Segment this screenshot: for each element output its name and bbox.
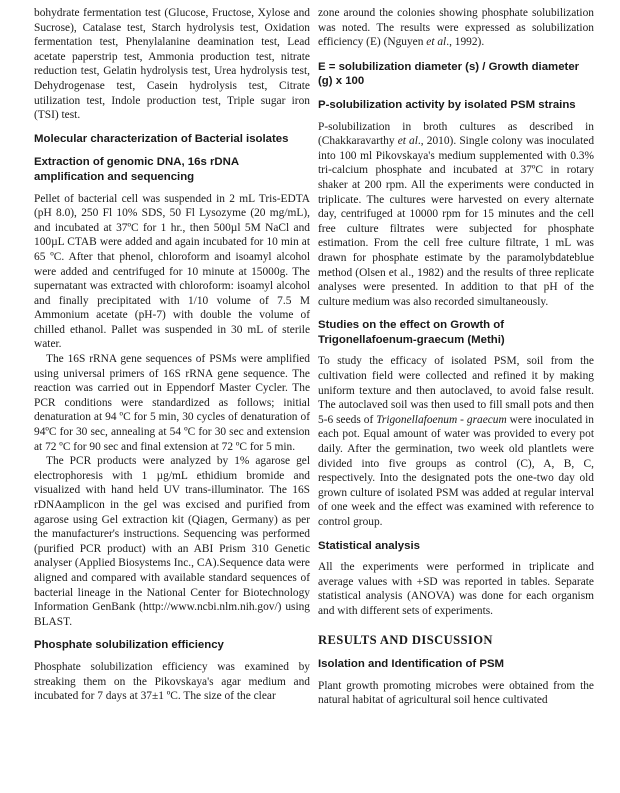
heading-results-discussion: RESULTS AND DISCUSSION <box>318 632 493 647</box>
paragraph-growth-studies: To study the efficacy of isolated PSM, soil from the cultivation field were collected and refined it by making uniform texture and then autoclaved, to avoid false result. The autoclaved soil was then used to fill small pots and then 5-6 seeds of Trigonellafoenum - graecum were inoculated in each pot. Equal amount of water was provided to every pot daily. After the germination, two week old plantlets were divided into five groups as control (C), A, B, C, respectively. Into the designated pots the one-two day old grown culture of isolated PSM was added at regular interval of one week and the effect was examined with reference to control group. <box>318 355 594 528</box>
heading-p-solubilization: P-solubilization activity by isolated PSM strains <box>318 98 576 111</box>
paragraph-phosphate-efficiency: Phosphate solubilization efficiency was examined by streaking them on the Pikovskaya's agar medium and incubated for 7 days at 37±1 ºC. The size of the clear <box>34 660 310 703</box>
paragraph-biochemical-tests: bohydrate fermentation test (Glucose, Fructose, Xylose and Sucrose), Catalase test, Starch hydrolysis test, Oxidation fermentation test, Phenylalanine deamination test, Lead acetate paperstrip test, Ammonia production test, nitrate reduction test, Gelatin hydrolysis test, Urea hydrolysis test, Dehydrogenase test, Casein hydrolysis test, Citrate utilization test, Indole production test, Triple sugar iron (TSI) test. <box>34 7 310 122</box>
solubilization-equation: E = solubilization diameter (s) / Growth diameter (g) x 100 <box>318 60 580 88</box>
left-column <box>34 6 310 786</box>
heading-phosphate-efficiency: Phosphate solubilization efficiency <box>34 639 224 652</box>
paragraph-clear-zone: zone around the colonies showing phosphate solubilization was noted. The results were expressed as solubilization efficiency (E) (Nguyen et al., 1992). <box>318 7 594 49</box>
heading-growth-studies: Studies on the effect on Growth of Trigonellafoenum-graecum (Methi) <box>318 319 505 346</box>
paragraph-isolation: Plant growth promoting microbes were obtained from the natural habitat of agricultural soil hence cultivated <box>318 679 594 707</box>
paragraph-16s-rrna: The 16S rRNA gene sequences of PSMs were amplified using universal primers of 16S rRNA gene sequence. The reaction was carried out in Eppendorf Master Cycler. The PCR conditions were standardized as follows; initial denaturation at 94 ºC for 5 min, 30 cycles of denaturation of 94ºC for 30 sec, annealing at 54 ºC for 30 sec and extension at 72 ºC for 90 sec and final extension at 72 ºC for 5 min. <box>34 353 310 453</box>
heading-statistical-analysis: Statistical analysis <box>318 539 420 552</box>
right-column <box>318 6 594 786</box>
paragraph-p-solubilization: P-solubilization in broth cultures as described in (Chakkaravarthy et al., 2010). Single colony was inoculated into 100 ml Pikovskaya's medium supplemented with 0.3% tri-calcium phosphate and incubated at 37ºC in rotary shaker at 200 rpm. All the experiments were conducted in triplicate. The cultures were harvested on every alternate day, centrifuged at 10000 rpm for 15 minutes and the cell free culture filtrates were subjected for phosphate estimation. From the cell free culture filtrate, 1 mL was drawn for phosphate estimate by the paramolybdateblue method (Olsen et al., 1982) and the results of three replicate analyses were presented. In addition to that pH of the culture medium was also recorded simultaneously. <box>318 120 595 308</box>
paper-page <box>34 6 594 786</box>
heading-dna-extraction: Extraction of genomic DNA, 16s rDNA amplification and sequencing <box>34 156 239 183</box>
heading-isolation-identification: Isolation and Identification of PSM <box>318 658 505 671</box>
heading-molecular-characterization: Molecular characterization of Bacterial isolates <box>34 132 289 145</box>
paragraph-pcr-products: The PCR products were analyzed by 1% agarose gel electrophoresis with 1 µg/mL ethidium bromide and visualized with hand held UV trans-illuminator. The 16S rDNAamplicon in the gel was excised and purified from agarose using Gel extraction kit (Qiagen, Germany) as per the manufacturer's instructions. Sequencing was performed (purified PCR product) with an ABI Prism 310 Genetic analyser (Applied Biosystems Inc., CA).Sequence data were aligned and compared with available standard sequences of bacterial lineage in the National Center for Biotechnology Information GenBank (http://www.ncbi.nlm.nih.gov/) using BLAST. <box>34 455 310 628</box>
paragraph-statistical-analysis: All the experiments were performed in triplicate and average values with +SD was reported in tables. Separate statistical analysis (ANOVA) was done for each organism and with different sets of experiments. <box>318 561 594 617</box>
paragraph-pellet: Pellet of bacterial cell was suspended in 2 mL Tris-EDTA (pH 8.0), 250 Fl 10% SDS, 50 Fl Lysozyme (20 mg/mL), and incubated at 37ºC for 1 hr., then 500µl 5M NaCl and 100µL CTAB were added and again incubated for 10 min at 65 ºC. After that phenol, chloroform and isoamyl alcohol were added and centrifuged for 10 minute at 15000g. The supernatant was extracted with chloroform: isoamyl alcohol and finally precipitated with 1/10 volume of 7.5 M Ammonium acetate (pH-7) with double the volume of chilled ethanol. Pallet was suspended in 30 mL of sterile water. <box>34 192 310 351</box>
